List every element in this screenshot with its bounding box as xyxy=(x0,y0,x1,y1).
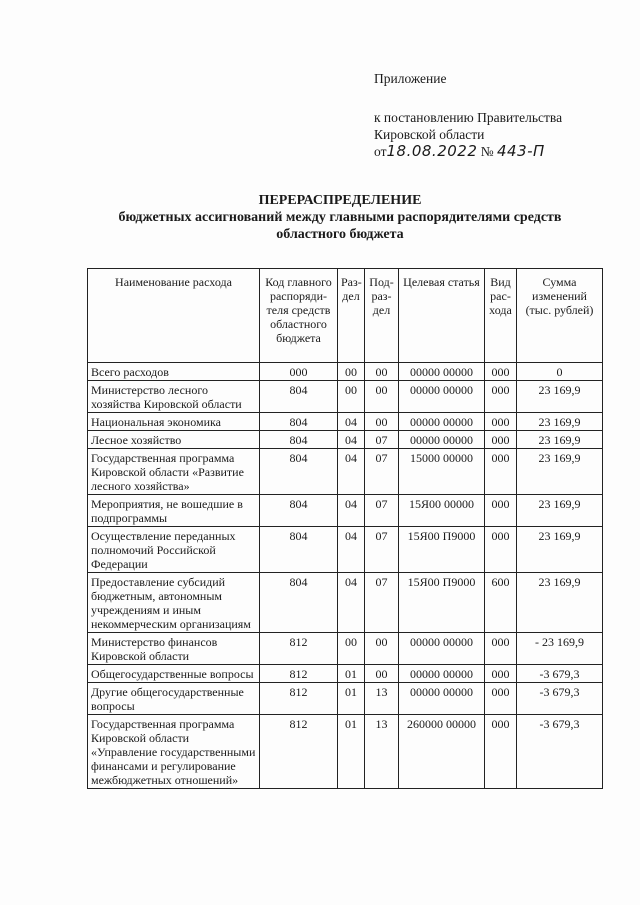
cell-amount: 23 169,9 xyxy=(517,431,603,449)
cell-section: 04 xyxy=(338,413,365,431)
handwritten-date: 18.08.2022 xyxy=(386,142,478,160)
cell-code: 804 xyxy=(260,413,338,431)
cell-subsection: 07 xyxy=(365,573,399,633)
cell-name: Другие общегосударственные вопросы xyxy=(88,683,260,715)
cell-name: Лесное хозяйство xyxy=(88,431,260,449)
table-row xyxy=(88,449,603,495)
cell-subsection: 07 xyxy=(365,449,399,495)
cell-section: 00 xyxy=(338,363,365,381)
cell-code: 804 xyxy=(260,495,338,527)
cell-amount: - 23 169,9 xyxy=(517,633,603,665)
cell-type: 000 xyxy=(485,665,517,683)
cell-article: 15000 00000 xyxy=(399,449,485,495)
cell-code: 804 xyxy=(260,449,338,495)
cell-article: 00000 00000 xyxy=(399,683,485,715)
cell-article: 00000 00000 xyxy=(399,413,485,431)
cell-article: 15Я00 П9000 xyxy=(399,527,485,573)
cell-article: 00000 00000 xyxy=(399,363,485,381)
budget-table xyxy=(87,268,603,789)
cell-article: 00000 00000 xyxy=(399,381,485,413)
cell-section: 00 xyxy=(338,633,365,665)
cell-amount: -3 679,3 xyxy=(517,665,603,683)
cell-name: Министерство финансов Кировской области xyxy=(88,633,260,665)
document-subtitle-2: областного бюджета xyxy=(276,227,404,242)
cell-code: 804 xyxy=(260,573,338,633)
cell-amount: -3 679,3 xyxy=(517,715,603,789)
cell-article: 260000 00000 xyxy=(399,715,485,789)
header-type: Вид рас-хода xyxy=(485,269,517,363)
cell-section: 01 xyxy=(338,715,365,789)
table-row xyxy=(88,573,603,633)
cell-article: 00000 00000 xyxy=(399,431,485,449)
cell-type: 000 xyxy=(485,381,517,413)
cell-article: 15Я00 П9000 xyxy=(399,573,485,633)
cell-name: Общегосударственные вопросы xyxy=(88,665,260,683)
cell-type: 000 xyxy=(485,449,517,495)
cell-subsection: 00 xyxy=(365,633,399,665)
cell-section: 04 xyxy=(338,527,365,573)
appendix-line-2: Кировской области xyxy=(374,127,485,142)
appendix-line-1: к постановлению Правительства xyxy=(374,110,563,125)
document-subtitle-1: бюджетных ассигнований между главными распорядителями средств xyxy=(118,210,562,225)
cell-name: Предоставление субсидий бюджетным, автономным учреждениям и иным некоммерческим организациям xyxy=(88,573,260,633)
cell-subsection: 00 xyxy=(365,381,399,413)
cell-subsection: 00 xyxy=(365,665,399,683)
cell-type: 000 xyxy=(485,363,517,381)
cell-code: 804 xyxy=(260,431,338,449)
header-code: Код главного распоряди-теля средств областного бюджета xyxy=(260,269,338,363)
cell-code: 000 xyxy=(260,363,338,381)
cell-name: Мероприятия, не вошедшие в подпрограммы xyxy=(88,495,260,527)
cell-name: Министерство лесного хозяйства Кировской области xyxy=(88,381,260,413)
cell-section: 00 xyxy=(338,381,365,413)
cell-code: 804 xyxy=(260,381,338,413)
table-row xyxy=(88,381,603,413)
cell-name: Всего расходов xyxy=(88,363,260,381)
cell-subsection: 00 xyxy=(365,413,399,431)
cell-amount: 23 169,9 xyxy=(517,413,603,431)
cell-subsection: 07 xyxy=(365,527,399,573)
table-row xyxy=(88,363,603,381)
table-row xyxy=(88,665,603,683)
appendix-block xyxy=(374,70,562,160)
table-row xyxy=(88,431,603,449)
cell-section: 04 xyxy=(338,449,365,495)
cell-type: 000 xyxy=(485,715,517,789)
cell-name: Осуществление переданных полномочий Российской Федерации xyxy=(88,527,260,573)
cell-code: 804 xyxy=(260,527,338,573)
cell-type: 000 xyxy=(485,413,517,431)
cell-subsection: 07 xyxy=(365,431,399,449)
cell-amount: 0 xyxy=(517,363,603,381)
cell-code: 812 xyxy=(260,665,338,683)
appendix-date-line xyxy=(374,143,562,160)
cell-type: 000 xyxy=(485,495,517,527)
table-row xyxy=(88,527,603,573)
cell-type: 000 xyxy=(485,633,517,665)
cell-amount: 23 169,9 xyxy=(517,449,603,495)
header-section: Раз-дел xyxy=(338,269,365,363)
number-sign: № xyxy=(480,144,494,159)
cell-section: 04 xyxy=(338,495,365,527)
header-article: Целевая статья xyxy=(399,269,485,363)
cell-article: 15Я00 00000 xyxy=(399,495,485,527)
table-row xyxy=(88,413,603,431)
cell-name: Национальная экономика xyxy=(88,413,260,431)
cell-article: 00000 00000 xyxy=(399,633,485,665)
cell-amount: -3 679,3 xyxy=(517,683,603,715)
cell-amount: 23 169,9 xyxy=(517,381,603,413)
cell-section: 04 xyxy=(338,431,365,449)
handwritten-number: 443-П xyxy=(497,142,545,160)
cell-code: 812 xyxy=(260,633,338,665)
document-title: ПЕРЕРАСПРЕДЕЛЕНИЕ xyxy=(258,193,422,208)
cell-subsection: 13 xyxy=(365,715,399,789)
cell-name: Государственная программа Кировской области «Развитие лесного хозяйства» xyxy=(88,449,260,495)
header-name: Наименование расхода xyxy=(88,269,260,363)
table-row xyxy=(88,495,603,527)
table-header-row xyxy=(88,269,603,363)
document-title-block xyxy=(90,192,590,243)
cell-type: 000 xyxy=(485,683,517,715)
cell-code: 812 xyxy=(260,715,338,789)
header-subsection: Под-раз-дел xyxy=(365,269,399,363)
table-row xyxy=(88,715,603,789)
cell-name: Государственная программа Кировской области «Управление государственными финансами и регулирование межбюджетных отношений» xyxy=(88,715,260,789)
cell-section: 04 xyxy=(338,573,365,633)
cell-code: 812 xyxy=(260,683,338,715)
cell-amount: 23 169,9 xyxy=(517,527,603,573)
cell-section: 01 xyxy=(338,683,365,715)
cell-subsection: 13 xyxy=(365,683,399,715)
cell-article: 00000 00000 xyxy=(399,665,485,683)
cell-section: 01 xyxy=(338,665,365,683)
cell-amount: 23 169,9 xyxy=(517,573,603,633)
cell-amount: 23 169,9 xyxy=(517,495,603,527)
cell-subsection: 00 xyxy=(365,363,399,381)
appendix-title: Приложение xyxy=(374,71,447,86)
table-row xyxy=(88,683,603,715)
cell-type: 000 xyxy=(485,527,517,573)
date-prefix: от xyxy=(374,144,387,159)
cell-type: 000 xyxy=(485,431,517,449)
cell-type: 600 xyxy=(485,573,517,633)
table-row xyxy=(88,633,603,665)
header-amount: Сумма изменений (тыс. рублей) xyxy=(517,269,603,363)
cell-subsection: 07 xyxy=(365,495,399,527)
